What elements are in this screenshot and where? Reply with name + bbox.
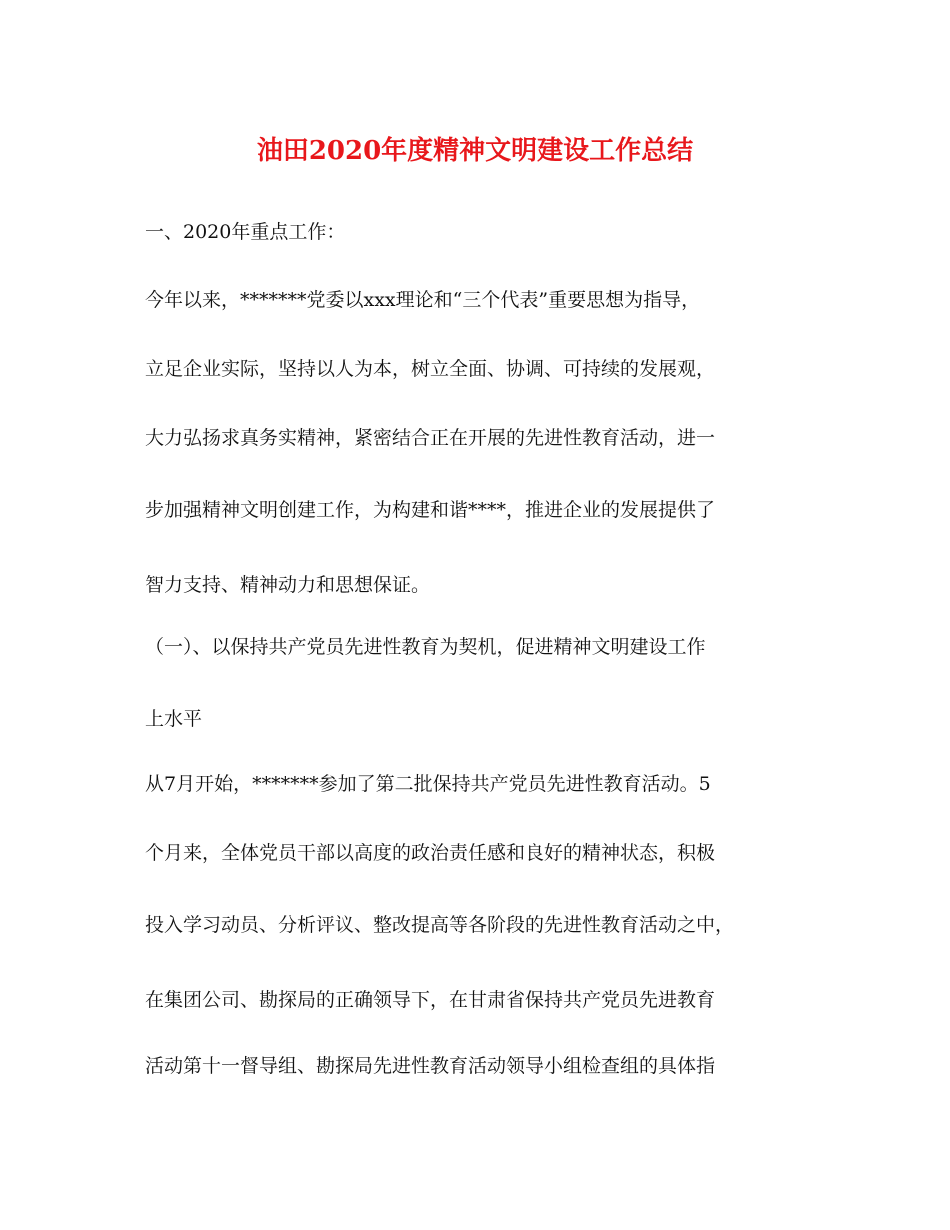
paragraph-line: 从7月开始，*******参加了第二批保持共产党员先进性教育活动。5 [145,773,711,795]
paragraph-line: 今年以来，*******党委以xxx理论和“三个代表”重要思想为指导， [145,289,701,311]
paragraph-line: 立足企业实际，坚持以人为本，树立全面、协调、可持续的发展观， [145,358,716,380]
paragraph-line: 大力弘扬求真务实精神，紧密结合正在开展的先进性教育活动，进一 [145,427,716,449]
subsection-heading: （一）、以保持共产党员先进性教育为契机，促进精神文明建设工作 [145,636,706,658]
paragraph-line: 活动第十一督导组、勘探局先进性教育活动领导小组检查组的具体指 [145,1055,716,1077]
section-heading: 一、2020年重点工作： [145,221,346,243]
document-title: 油田2020年度精神文明建设工作总结 [256,136,694,166]
paragraph-line: 投入学习动员、分析评议、整改提高等各阶段的先进性教育活动之中， [145,914,735,936]
subsection-heading: 上水平 [145,708,203,730]
paragraph-line: 步加强精神文明创建工作，为构建和谐****，推进企业的发展提供了 [145,499,716,521]
paragraph-line: 个月来，全体党员干部以高度的政治责任感和良好的精神状态，积极 [145,842,716,864]
paragraph-line: 在集团公司、勘探局的正确领导下，在甘肃省保持共产党员先进教育 [145,989,716,1011]
paragraph-line: 智力支持、精神动力和思想保证。 [145,574,431,596]
